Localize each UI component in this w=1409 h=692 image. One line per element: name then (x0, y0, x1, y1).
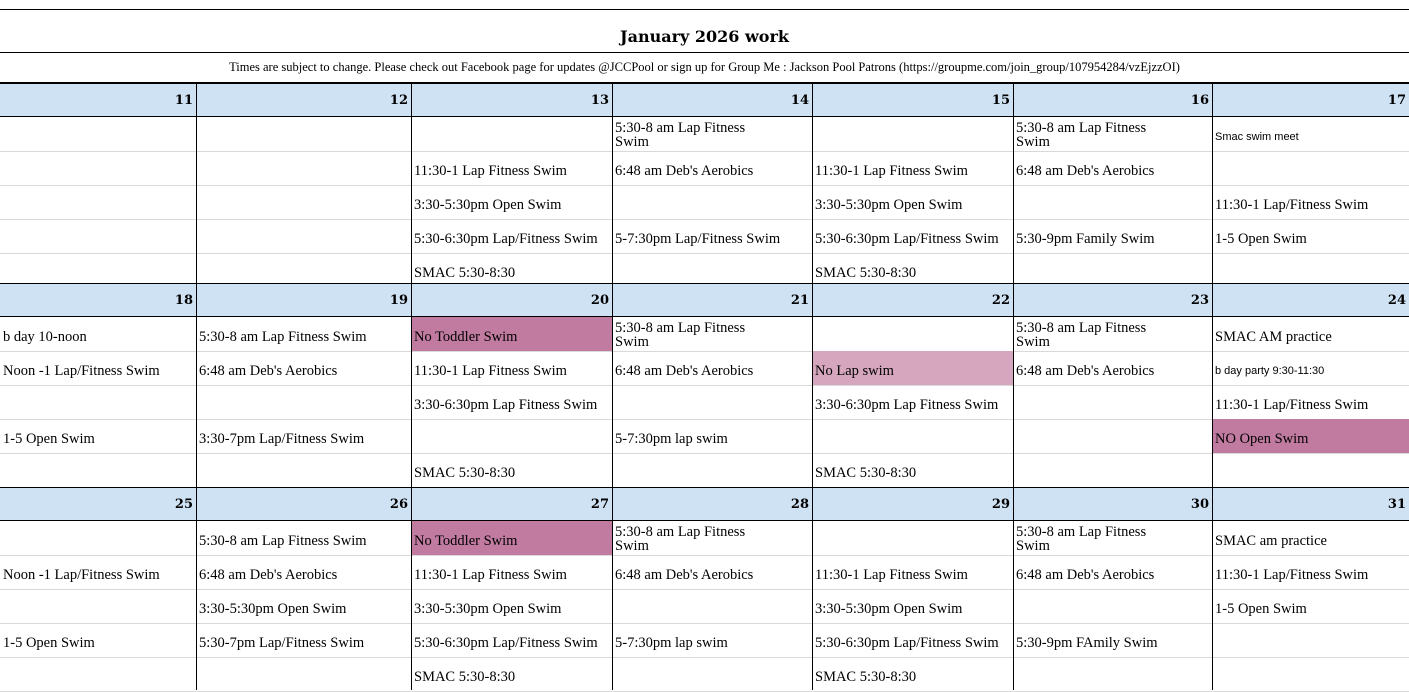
schedule-cell: 5:30-8 am Lap Fitness Swim (199, 533, 367, 549)
schedule-cell: 3:30-7pm Lap/Fitness Swim (199, 431, 365, 447)
day-header-15: 15 (812, 83, 1013, 117)
title-divider (0, 52, 1409, 53)
schedule-cell: 6:48 am Deb's Aerobics (1016, 363, 1155, 379)
day-header-31: 31 (1212, 487, 1409, 521)
schedule-cell: 6:48 am Deb's Aerobics (615, 567, 754, 583)
schedule-cell: 5:30-6:30pm Lap/Fitness Swim (815, 231, 999, 247)
day-header-20: 20 (411, 283, 612, 317)
schedule-cell: SMAC 5:30-8:30 (414, 265, 516, 281)
schedule-cell: 5:30-6:30pm Lap/Fitness Swim (414, 635, 598, 651)
schedule-cell: 1-5 Open Swim (3, 635, 95, 651)
schedule-cell: 5:30-6:30pm Lap/Fitness Swim (414, 231, 598, 247)
schedule-cell: Smac swim meet (1215, 131, 1299, 143)
day-header-18: 18 (0, 283, 196, 317)
schedule-cell: 5-7:30pm lap swim (615, 635, 728, 651)
day-header-29: 29 (812, 487, 1013, 521)
schedule-cell: No Toddler Swim (411, 521, 612, 555)
schedule-cell: 3:30-5:30pm Open Swim (815, 601, 963, 617)
schedule-cell: 5:30-8 am Lap Fitness Swim (1016, 320, 1147, 350)
day-header-13: 13 (411, 83, 612, 117)
schedule-cell: No Lap swim (812, 351, 1013, 385)
column-divider (612, 83, 613, 690)
day-header-21: 21 (612, 283, 812, 317)
schedule-cell: 3:30-6:30pm Lap Fitness Swim (414, 397, 598, 413)
schedule-cell: 3:30-5:30pm Open Swim (414, 197, 562, 213)
day-header-23: 23 (1013, 283, 1212, 317)
schedule-cell: 5:30-7pm Lap/Fitness Swim (199, 635, 365, 651)
schedule-cell: SMAC 5:30-8:30 (414, 669, 516, 685)
schedule-cell: 5-7:30pm lap swim (615, 431, 728, 447)
schedule-cell: 11:30-1 Lap/Fitness Swim (1215, 567, 1369, 583)
schedule-cell: 3:30-5:30pm Open Swim (815, 197, 963, 213)
schedule-cell: 6:48 am Deb's Aerobics (615, 163, 754, 179)
schedule-cell: 5:30-9pm Family Swim (1016, 231, 1155, 247)
schedule-cell: SMAC AM practice (1215, 329, 1332, 345)
column-divider (812, 83, 813, 690)
schedule-cell: Noon -1 Lap/Fitness Swim (3, 363, 160, 379)
schedule-cell: SMAC 5:30-8:30 (815, 265, 917, 281)
day-header-17: 17 (1212, 83, 1409, 117)
day-header-14: 14 (612, 83, 812, 117)
schedule-cell: 5:30-8 am Lap Fitness Swim (199, 329, 367, 345)
schedule-cell: 5:30-8 am Lap Fitness Swim (615, 120, 746, 150)
schedule-cell: 6:48 am Deb's Aerobics (615, 363, 754, 379)
schedule-cell: 6:48 am Deb's Aerobics (1016, 567, 1155, 583)
schedule-cell: Noon -1 Lap/Fitness Swim (3, 567, 160, 583)
schedule-cell: 11:30-1 Lap Fitness Swim (414, 163, 567, 179)
schedule-cell: b day party 9:30-11:30 (1215, 365, 1325, 377)
day-header-22: 22 (812, 283, 1013, 317)
schedule-cell: 6:48 am Deb's Aerobics (199, 363, 338, 379)
schedule-cell: 11:30-1 Lap Fitness Swim (815, 567, 968, 583)
schedule-cell: 6:48 am Deb's Aerobics (199, 567, 338, 583)
schedule-cell: 5:30-8 am Lap Fitness Swim (1016, 524, 1147, 554)
schedule-cell: 11:30-1 Lap Fitness Swim (414, 363, 567, 379)
schedule-cell: SMAC 5:30-8:30 (414, 465, 516, 481)
column-divider (196, 83, 197, 690)
day-header-27: 27 (411, 487, 612, 521)
schedule-cell: 1-5 Open Swim (1215, 231, 1307, 247)
schedule-cell: SMAC 5:30-8:30 (815, 669, 917, 685)
column-divider (1013, 83, 1014, 690)
schedule-cell: 1-5 Open Swim (1215, 601, 1307, 617)
schedule-cell: 3:30-5:30pm Open Swim (199, 601, 347, 617)
schedule-cell: 3:30-6:30pm Lap Fitness Swim (815, 397, 999, 413)
day-header-11: 11 (0, 83, 196, 117)
column-divider (411, 83, 412, 690)
day-header-16: 16 (1013, 83, 1212, 117)
day-header-19: 19 (196, 283, 411, 317)
top-border (0, 9, 1409, 10)
schedule-cell: 1-5 Open Swim (3, 431, 95, 447)
schedule-cell: 5:30-8 am Lap Fitness Swim (1016, 120, 1147, 150)
schedule-cell: SMAC am practice (1215, 533, 1327, 549)
schedule-cell: No Toddler Swim (411, 317, 612, 351)
schedule-cell: 6:48 am Deb's Aerobics (1016, 163, 1155, 179)
schedule-cell: 5:30-8 am Lap Fitness Swim (615, 524, 746, 554)
schedule-cell: b day 10-noon (3, 329, 87, 345)
day-header-26: 26 (196, 487, 411, 521)
schedule-notice: Times are subject to change. Please check out Facebook page for updates @JCCPool or sign up for Group Me : Jackson Pool Patrons (https://groupme.com/join_group/107954284/vzEjzzOI) (229, 60, 1180, 74)
schedule-cell: 11:30-1 Lap Fitness Swim (414, 567, 567, 583)
page-title: January 2026 work (620, 27, 789, 46)
schedule-cell: 3:30-5:30pm Open Swim (414, 601, 562, 617)
schedule-cell: NO Open Swim (1212, 419, 1409, 453)
day-header-12: 12 (196, 83, 411, 117)
schedule-cell: SMAC 5:30-8:30 (815, 465, 917, 481)
day-header-24: 24 (1212, 283, 1409, 317)
schedule-cell: 11:30-1 Lap Fitness Swim (815, 163, 968, 179)
day-header-25: 25 (0, 487, 196, 521)
day-header-30: 30 (1013, 487, 1212, 521)
column-divider (1212, 83, 1213, 690)
schedule-cell: 5:30-6:30pm Lap/Fitness Swim (815, 635, 999, 651)
schedule-cell: 11:30-1 Lap/Fitness Swim (1215, 197, 1369, 213)
schedule-cell: 5-7:30pm Lap/Fitness Swim (615, 231, 781, 247)
schedule-cell: 5:30-8 am Lap Fitness Swim (615, 320, 746, 350)
schedule-cell: 5:30-9pm FAmily Swim (1016, 635, 1158, 651)
schedule-cell: 11:30-1 Lap/Fitness Swim (1215, 397, 1369, 413)
day-header-28: 28 (612, 487, 812, 521)
